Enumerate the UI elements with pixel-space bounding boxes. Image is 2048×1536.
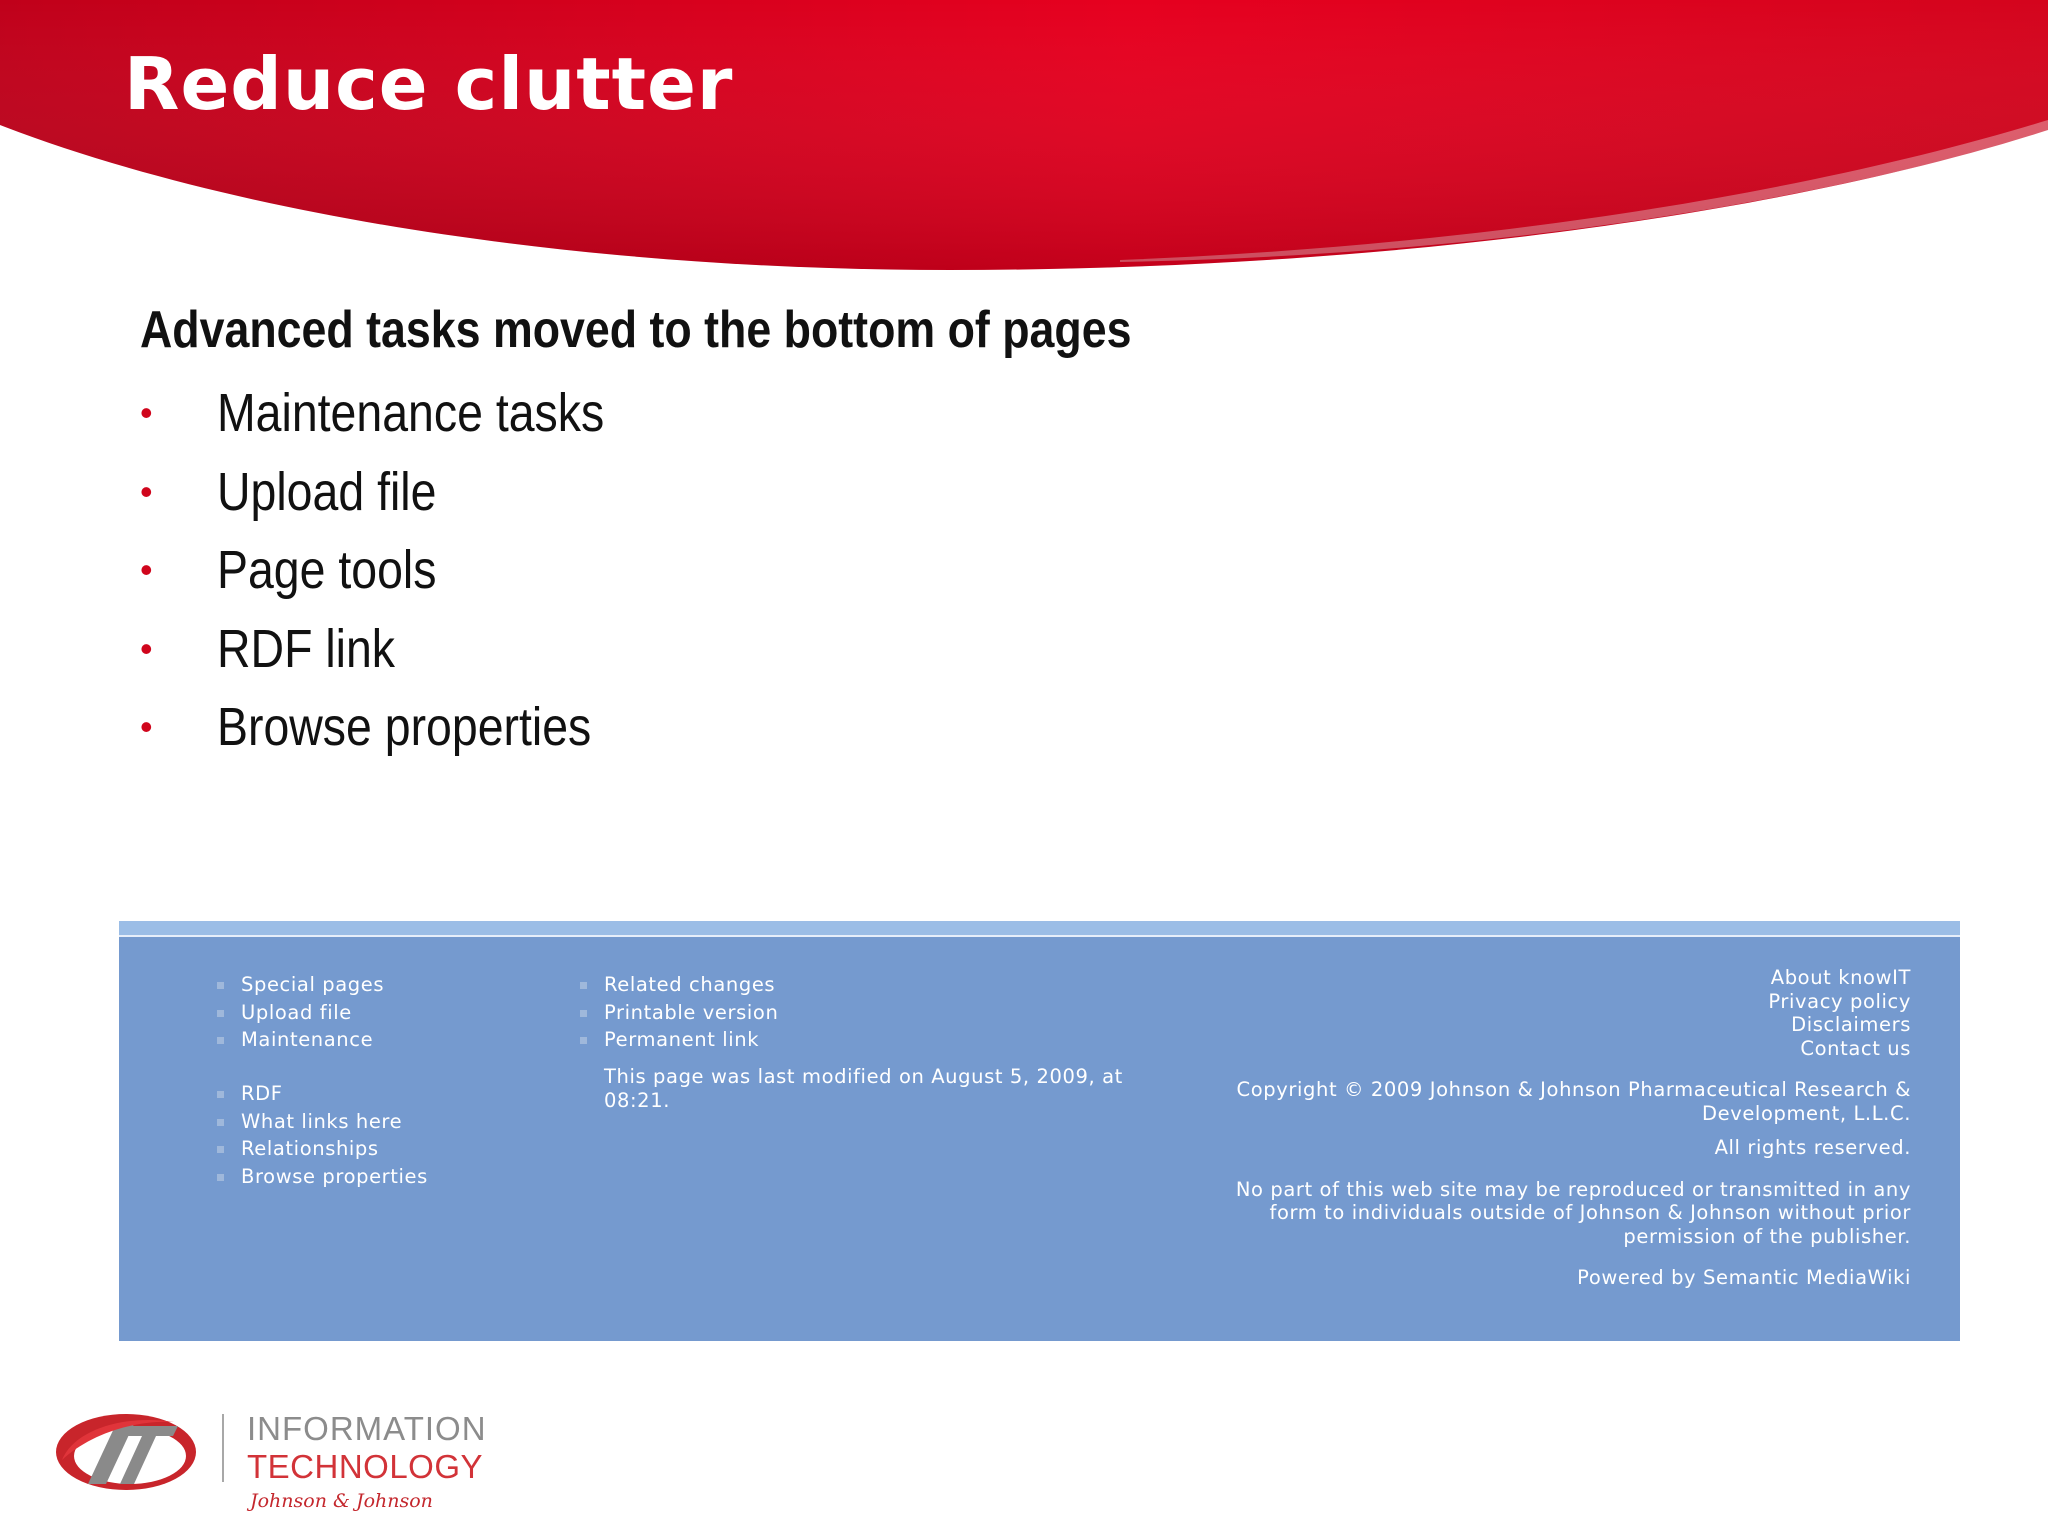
logo-text-technology: TECHNOLOGY: [247, 1448, 484, 1485]
footer-link-about[interactable]: About knowIT: [1770, 966, 1911, 989]
bullet-icon: •: [140, 706, 153, 747]
square-bullet-icon: [217, 1174, 224, 1181]
footer-link-rdf[interactable]: RDF: [217, 1080, 428, 1108]
square-bullet-icon: [217, 982, 224, 989]
square-bullet-icon: [580, 1010, 587, 1017]
it-logo-icon: [54, 1410, 199, 1494]
it-logo: [54, 1402, 494, 1522]
footer-toolbox-list: [217, 971, 384, 1054]
bullet-item: [140, 374, 1640, 453]
footer-semantic-list: [217, 1080, 428, 1190]
bullet-list: [140, 374, 1640, 767]
footer-link-upload-file[interactable]: Upload file: [217, 999, 384, 1027]
notice-text: No part of this web site may be reproduced or transmitted in any form to individuals outside of Johnson & Johnson without prior permission of the publisher.: [1235, 1177, 1911, 1248]
bullet-item: [140, 610, 1640, 689]
footer-link-maintenance[interactable]: Maintenance: [217, 1026, 384, 1054]
rights-text: All rights reserved.: [1714, 1136, 1911, 1159]
footer-page-tools-list: [580, 971, 778, 1054]
footer-link-permanent-link[interactable]: Permanent link: [580, 1026, 778, 1054]
footer-link-browse-properties[interactable]: Browse properties: [217, 1163, 428, 1191]
slide-content: [140, 300, 1640, 767]
square-bullet-icon: [217, 1119, 224, 1126]
bullet-icon: •: [140, 470, 153, 512]
bullet-text: RDF link: [217, 618, 396, 679]
square-bullet-icon: [580, 1037, 587, 1044]
square-bullet-icon: [217, 1146, 224, 1153]
bullet-item: [140, 531, 1640, 610]
powered-by-text: Powered by Semantic MediaWiki: [1577, 1266, 1911, 1289]
bullet-icon: •: [140, 392, 153, 433]
logo-text-jnj: Johnson & Johnson: [250, 1490, 433, 1512]
footer-link-relationships[interactable]: Relationships: [217, 1135, 428, 1163]
footer-link-what-links-here[interactable]: What links here: [217, 1108, 428, 1136]
footer-link-contact[interactable]: Contact us: [1800, 1036, 1911, 1060]
square-bullet-icon: [217, 1037, 224, 1044]
bullet-icon: •: [140, 549, 153, 590]
footer-link-printable-version[interactable]: Printable version: [580, 999, 778, 1027]
slide-title: Reduce clutter: [124, 42, 734, 126]
logo-text-information: INFORMATION: [247, 1410, 487, 1447]
bullet-text: Page tools: [217, 540, 437, 600]
footer-link-related-changes[interactable]: Related changes: [580, 971, 778, 999]
bullet-text: Maintenance tasks: [217, 383, 605, 443]
wiki-footer-screenshot: [119, 921, 1960, 1341]
square-bullet-icon: [580, 982, 587, 989]
square-bullet-icon: [217, 1091, 224, 1098]
bullet-item: [140, 453, 1640, 532]
footer-link-privacy[interactable]: Privacy policy: [1768, 989, 1911, 1013]
square-bullet-icon: [217, 1010, 224, 1017]
footer-link-special-pages[interactable]: Special pages: [217, 971, 384, 999]
bullet-text: Browse properties: [217, 697, 592, 757]
last-modified-text: This page was last modified on August 5, 2009, at 08:21.: [604, 1065, 1123, 1112]
footer-link-disclaimers[interactable]: Disclaimers: [1791, 1013, 1911, 1036]
footer-legal-block: [1211, 966, 1911, 1290]
slide-subheading: Advanced tasks moved to the bottom of pages: [140, 301, 1132, 359]
bullet-text: Upload file: [217, 461, 437, 522]
bullet-item: [140, 688, 1640, 767]
bullet-icon: •: [140, 627, 153, 669]
copyright-text: Copyright © 2009 Johnson & Johnson Pharmaceutical Research & Development, L.L.C.: [1236, 1078, 1911, 1125]
logo-divider: [222, 1414, 224, 1482]
